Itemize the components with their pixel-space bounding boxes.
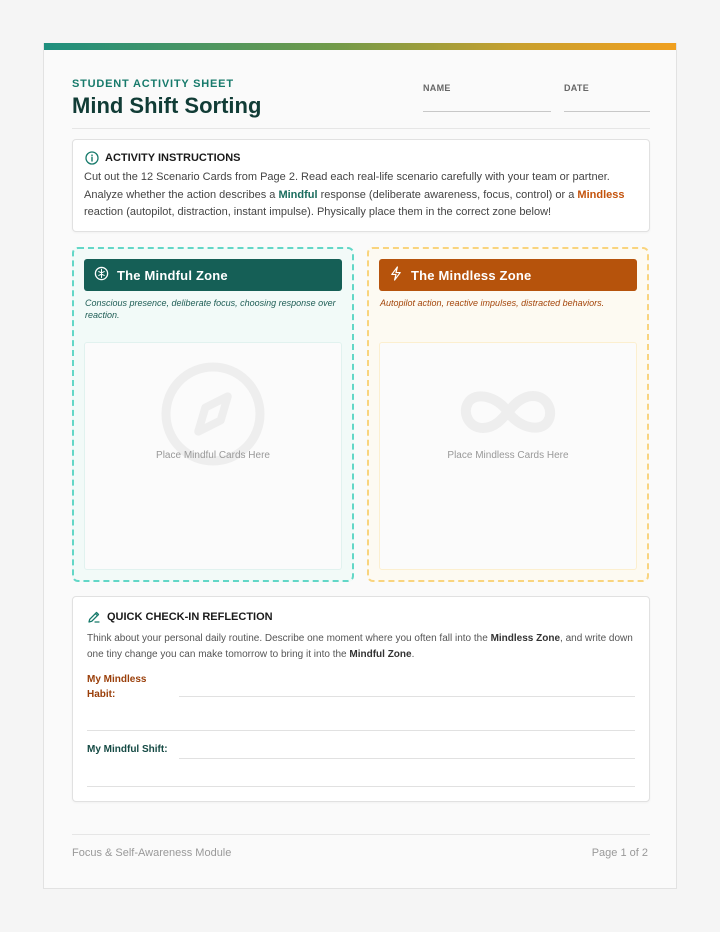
mindful-shift-line-1[interactable] — [179, 758, 635, 759]
instructions-heading — [85, 151, 240, 165]
date-label: DATE — [564, 83, 590, 93]
footer-page-number: Page 1 of 2 — [591, 847, 648, 859]
mindless-zone — [367, 247, 649, 582]
mindless-drop-area[interactable] — [379, 342, 637, 570]
mindful-zone — [72, 247, 354, 582]
mindless-zone-title: The Mindless Zone — [411, 267, 532, 283]
mindful-zone-description: Conscious presence, deliberate focus, choosing response over reaction. — [85, 298, 336, 320]
instructions-text-part: reaction (autopilot, distraction, instant impulse). Physically place them in the correct zone below! — [84, 206, 552, 218]
pencil-icon — [87, 610, 101, 624]
sheet-kicker: STUDENT ACTIVITY SHEET — [72, 78, 234, 90]
date-field-line[interactable] — [564, 111, 650, 112]
info-icon — [85, 151, 99, 165]
mindful-drop-area[interactable] — [84, 342, 342, 570]
name-label: NAME — [423, 83, 451, 93]
gradient-top-bar — [44, 43, 676, 50]
instructions-heading-text: ACTIVITY INSTRUCTIONS — [105, 152, 241, 164]
instructions-text-part: response (deliberate awareness, focus, control) or a — [317, 188, 578, 201]
mindless-zone-header — [379, 259, 637, 291]
mindful-zone-header — [84, 259, 342, 291]
mindless-habit-line-2[interactable] — [87, 730, 635, 731]
mindless-drop-placeholder: Place Mindless Cards Here — [447, 450, 569, 461]
header-divider — [72, 128, 650, 129]
infinity-icon — [453, 383, 563, 446]
reflection-heading-text: QUICK CHECK-IN REFLECTION — [107, 611, 273, 623]
mindless-habit-label: My Mindless Habit: — [87, 674, 147, 700]
name-field-line[interactable] — [423, 111, 551, 112]
reflection-text — [87, 631, 635, 663]
mindful-shift-label: My Mindful Shift: — [87, 744, 168, 755]
footer-module: Focus & Self-Awareness Module — [72, 847, 232, 859]
mindful-highlight: Mindful — [278, 188, 318, 201]
page-title: Mind Shift Sorting — [72, 93, 262, 118]
mindful-shift-line-2[interactable] — [87, 786, 635, 787]
footer-divider — [72, 834, 650, 835]
reflection-card — [72, 596, 650, 802]
mindful-zone-title: The Mindful Zone — [117, 267, 228, 283]
reflection-heading — [87, 610, 273, 624]
mindless-highlight: Mindless — [577, 188, 625, 201]
reflection-text-part: , and write down one tiny change you can make tomorrow to bring it into the — [87, 633, 633, 660]
instructions-card — [72, 139, 650, 232]
reflection-text-part: Think about your personal daily routine. Describe one moment where you often fall into the — [87, 633, 491, 644]
mindless-zone-description: Autopilot action, reactive impulses, distracted behaviors. — [380, 298, 605, 308]
lightning-icon — [389, 266, 403, 284]
mindless-habit-line-1[interactable] — [179, 696, 635, 697]
reflection-bold-mindful: Mindful Zone — [349, 649, 412, 660]
instructions-text — [84, 169, 640, 222]
mindful-drop-placeholder: Place Mindful Cards Here — [156, 450, 270, 461]
reflection-text-part: . — [411, 649, 415, 660]
reflection-bold-mindless: Mindless Zone — [490, 633, 561, 644]
brain-icon — [94, 266, 109, 284]
activity-sheet-page — [43, 43, 677, 889]
instructions-text-part: Cut out the 12 Scenario Cards from Page 2. Read each real-life scenario carefully with your team or partner. Analyze whether the action describes a — [84, 171, 610, 201]
